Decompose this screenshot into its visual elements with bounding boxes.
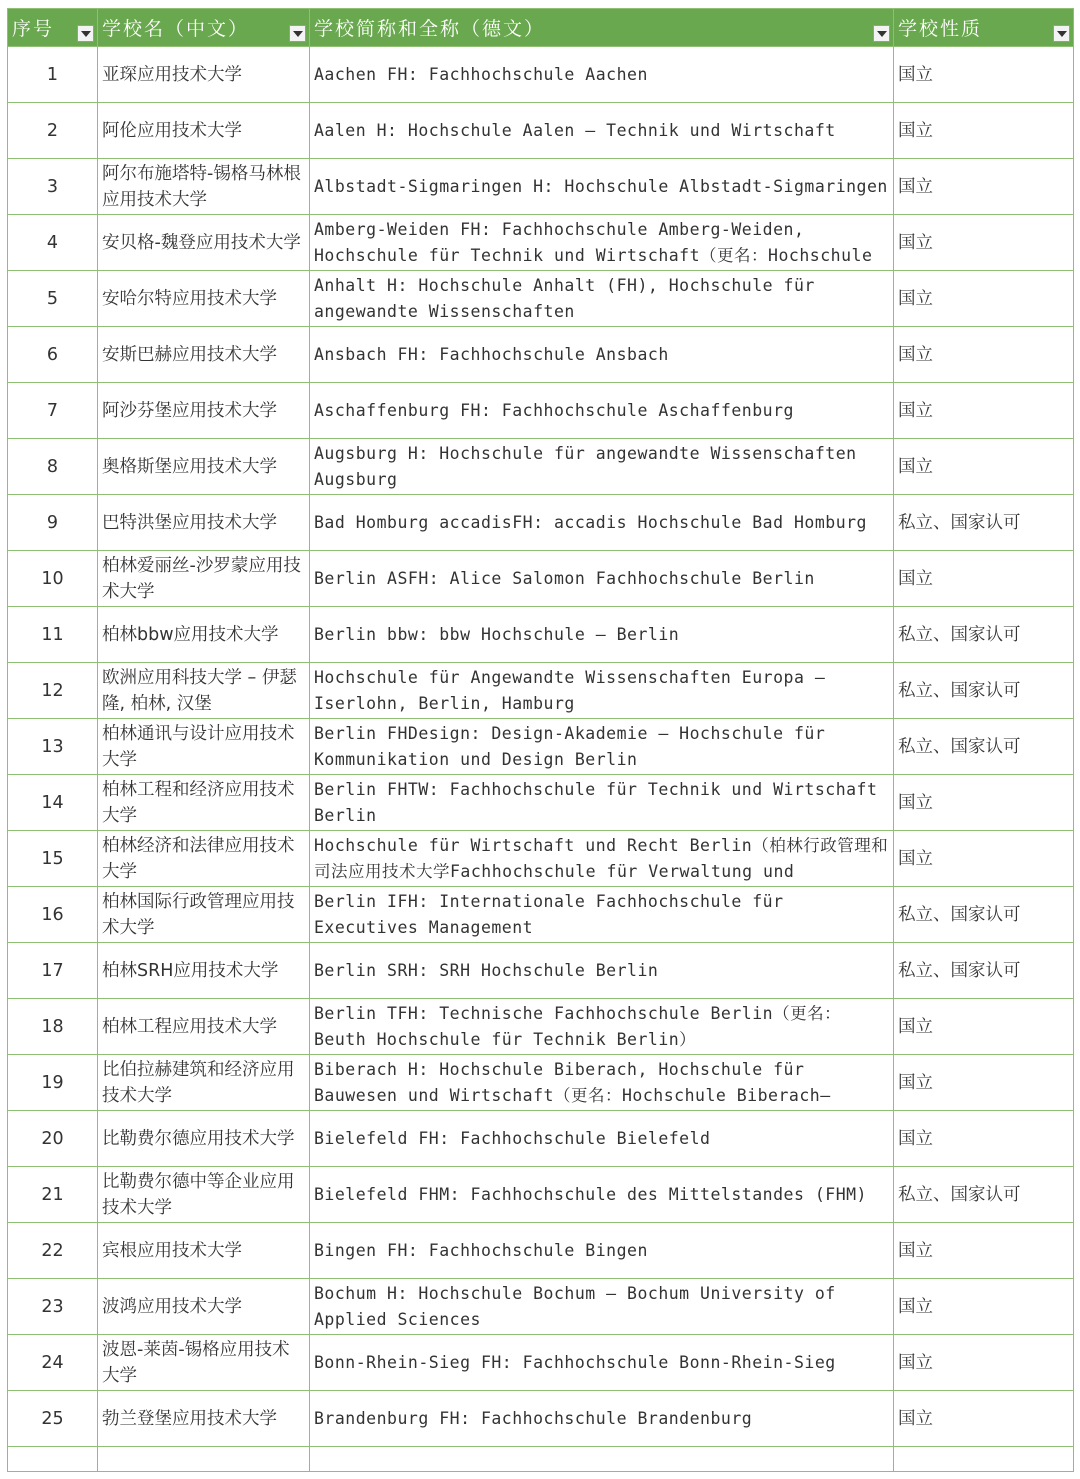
- cell-name-cn[interactable]: [98, 1223, 310, 1279]
- table-row: [8, 271, 1074, 327]
- cell-no[interactable]: [8, 831, 98, 887]
- cell-name-cn-text: 柏林通讯与设计应用技术大学: [102, 723, 295, 770]
- cell-no-text: 11: [41, 624, 64, 645]
- cell-name-cn-text: 宾根应用技术大学: [102, 1240, 242, 1261]
- cell-type-text: 国立: [898, 1408, 933, 1429]
- header-col-name-de-label: 学校简称和全称（德文）: [314, 18, 546, 40]
- cell-name-de[interactable]: [310, 999, 894, 1055]
- cell-type-text: 私立、国家认可: [898, 904, 1021, 925]
- cell-no-text: 7: [46, 400, 59, 421]
- cell-type[interactable]: [894, 1223, 1074, 1279]
- cell-name-cn[interactable]: [98, 999, 310, 1055]
- cell-name-de[interactable]: [310, 271, 894, 327]
- cell-name-de-text: Berlin FHTW: Fachhochschule für Technik und Wirtschaft Berlin: [314, 779, 878, 825]
- cell-no[interactable]: [8, 663, 98, 719]
- cell-no[interactable]: [8, 271, 98, 327]
- cell-no[interactable]: [8, 1055, 98, 1111]
- empty-cell[interactable]: [8, 1447, 98, 1472]
- cell-no[interactable]: [8, 551, 98, 607]
- empty-cell[interactable]: [894, 1447, 1074, 1472]
- table-row: [8, 1167, 1074, 1223]
- cell-name-cn-text: 安斯巴赫应用技术大学: [102, 344, 277, 365]
- cell-type-text: 私立、国家认可: [898, 960, 1021, 981]
- cell-no[interactable]: [8, 47, 98, 103]
- cell-name-cn[interactable]: [98, 1055, 310, 1111]
- cell-name-de-text: Aalen H: Hochschule Aalen – Technik und Wirtschaft: [314, 120, 836, 140]
- cell-name-cn-text: 阿沙芬堡应用技术大学: [102, 400, 277, 421]
- cell-type[interactable]: [894, 383, 1074, 439]
- table-row: [8, 1111, 1074, 1167]
- cell-name-cn[interactable]: [98, 1111, 310, 1167]
- cell-name-de[interactable]: [310, 551, 894, 607]
- cell-type-text: 私立、国家认可: [898, 512, 1021, 533]
- cell-name-de-text: Berlin ASFH: Alice Salomon Fachhochschule Berlin: [314, 568, 815, 588]
- cell-name-cn-text: 柏林爱丽丝-沙罗蒙应用技术大学: [102, 555, 301, 602]
- cell-type[interactable]: [894, 439, 1074, 495]
- cell-name-de-text: Berlin SRH: SRH Hochschule Berlin: [314, 960, 659, 980]
- table-body: [8, 47, 1074, 1472]
- table-row: [8, 1391, 1074, 1447]
- cell-name-de[interactable]: [310, 1391, 894, 1447]
- table-row: [8, 719, 1074, 775]
- cell-name-cn[interactable]: [98, 271, 310, 327]
- cell-no-text: 18: [41, 1016, 64, 1037]
- cell-no-text: 24: [41, 1352, 64, 1373]
- cell-name-de[interactable]: [310, 159, 894, 215]
- cell-no[interactable]: [8, 1279, 98, 1335]
- cell-name-de[interactable]: [310, 1111, 894, 1167]
- cell-name-cn[interactable]: [98, 551, 310, 607]
- cell-name-cn-text: 比伯拉赫建筑和经济应用技术大学: [102, 1059, 295, 1106]
- header-col-name-cn: [98, 9, 310, 47]
- filter-dropdown-icon[interactable]: [77, 25, 94, 42]
- cell-name-de-text: Berlin TFH: Technische Fachhochschule Berlin（更名：Beuth Hochschule für Technik Berlin）: [314, 1003, 842, 1049]
- cell-name-cn-text: 勃兰登堡应用技术大学: [102, 1408, 277, 1429]
- cell-name-de-text: Ansbach FH: Fachhochschule Ansbach: [314, 344, 669, 364]
- cell-name-de[interactable]: [310, 775, 894, 831]
- cell-name-de[interactable]: [310, 1223, 894, 1279]
- table-row: [8, 327, 1074, 383]
- cell-type[interactable]: [894, 1391, 1074, 1447]
- cell-no[interactable]: [8, 1391, 98, 1447]
- table-row: [8, 1223, 1074, 1279]
- cell-type[interactable]: [894, 943, 1074, 999]
- cell-type[interactable]: [894, 495, 1074, 551]
- cell-name-de-text: Hochschule für Angewandte Wissenschaften Europa – Iserlohn, Berlin, Hamburg: [314, 667, 826, 713]
- header-col-name-cn-label: 学校名（中文）: [102, 18, 250, 40]
- table-row: [8, 775, 1074, 831]
- header-col-no: [8, 9, 98, 47]
- cell-name-cn[interactable]: [98, 495, 310, 551]
- cell-no-text: 1: [46, 64, 59, 85]
- cell-type[interactable]: [894, 831, 1074, 887]
- cell-name-cn-text: 奥格斯堡应用技术大学: [102, 456, 277, 477]
- schools-table: [7, 8, 1074, 1472]
- cell-name-cn[interactable]: [98, 887, 310, 943]
- cell-name-de-text: Berlin FHDesign: Design-Akademie – Hochschule für Kommunikation und Design Berlin: [314, 723, 826, 769]
- cell-type[interactable]: [894, 103, 1074, 159]
- cell-no-text: 14: [41, 792, 64, 813]
- cell-no-text: 12: [41, 680, 64, 701]
- cell-no[interactable]: [8, 943, 98, 999]
- cell-type-text: 私立、国家认可: [898, 680, 1021, 701]
- cell-no-text: 4: [46, 232, 59, 253]
- cell-name-de[interactable]: [310, 887, 894, 943]
- cell-no[interactable]: [8, 495, 98, 551]
- cell-no[interactable]: [8, 1167, 98, 1223]
- cell-name-cn[interactable]: [98, 1335, 310, 1391]
- cell-name-cn-text: 欧洲应用科技大学 – 伊瑟隆, 柏林, 汉堡: [102, 667, 297, 714]
- header-col-no-label: 序号: [12, 18, 55, 40]
- cell-type-text: 国立: [898, 64, 933, 85]
- cell-type-text: 国立: [898, 456, 933, 477]
- cell-type[interactable]: [894, 999, 1074, 1055]
- cell-name-cn[interactable]: [98, 607, 310, 663]
- cell-type-text: 国立: [898, 1128, 933, 1149]
- cell-no-text: 17: [41, 960, 64, 981]
- filter-dropdown-icon[interactable]: [873, 25, 890, 42]
- cell-name-de-text: Amberg-Weiden FH: Fachhochschule Amberg-Weiden, Hochschule für Technik und Wirtschaft（更名：Hochschule: [314, 219, 873, 265]
- cell-name-de-text: Biberach H: Hochschule Biberach, Hochschule für Bauwesen und Wirtschaft（更名：Hochschule Biberach–: [314, 1059, 831, 1105]
- cell-type[interactable]: [894, 215, 1074, 271]
- cell-name-de[interactable]: [310, 831, 894, 887]
- cell-no-text: 25: [41, 1408, 64, 1429]
- header-row: [8, 9, 1074, 47]
- cell-no-text: 19: [41, 1072, 64, 1093]
- cell-type-text: 私立、国家认可: [898, 736, 1021, 757]
- empty-cell[interactable]: [98, 1447, 310, 1472]
- cell-name-cn-text: 巴特洪堡应用技术大学: [102, 512, 277, 533]
- cell-no[interactable]: [8, 775, 98, 831]
- cell-name-de[interactable]: [310, 1335, 894, 1391]
- cell-no-text: 20: [41, 1128, 64, 1149]
- cell-no[interactable]: [8, 999, 98, 1055]
- cell-no[interactable]: [8, 159, 98, 215]
- header-col-name-de: [310, 9, 894, 47]
- cell-name-de[interactable]: [310, 47, 894, 103]
- cell-name-de[interactable]: [310, 383, 894, 439]
- cell-name-cn-text: 波恩-莱茵-锡格应用技术大学: [102, 1339, 290, 1386]
- cell-type[interactable]: [894, 159, 1074, 215]
- cell-type[interactable]: [894, 1055, 1074, 1111]
- cell-name-cn-text: 阿伦应用技术大学: [102, 120, 242, 141]
- cell-type-text: 国立: [898, 848, 933, 869]
- cell-no-text: 2: [46, 120, 59, 141]
- cell-name-cn-text: 比勒费尔德中等企业应用技术大学: [102, 1171, 295, 1218]
- cell-no-text: 23: [41, 1296, 64, 1317]
- cell-no[interactable]: [8, 1335, 98, 1391]
- cell-name-cn-text: 安贝格-魏登应用技术大学: [102, 232, 301, 253]
- table-row: [8, 103, 1074, 159]
- empty-cell[interactable]: [310, 1447, 894, 1472]
- cell-name-cn[interactable]: [98, 1391, 310, 1447]
- cell-name-cn-text: 亚琛应用技术大学: [102, 64, 242, 85]
- cell-type[interactable]: [894, 1111, 1074, 1167]
- cell-no-text: 10: [41, 568, 64, 589]
- cell-name-de[interactable]: [310, 327, 894, 383]
- cell-type-text: 私立、国家认可: [898, 624, 1021, 645]
- cell-type-text: 国立: [898, 792, 933, 813]
- cell-name-de-text: Berlin IFH: Internationale Fachhochschule für Executives Management: [314, 891, 784, 937]
- table-row: [8, 887, 1074, 943]
- cell-type[interactable]: [894, 551, 1074, 607]
- table-row: [8, 1279, 1074, 1335]
- cell-name-cn-text: 比勒费尔德应用技术大学: [102, 1128, 295, 1149]
- cell-name-de[interactable]: [310, 719, 894, 775]
- cell-name-de-text: Bochum H: Hochschule Bochum – Bochum University of Applied Sciences: [314, 1283, 836, 1329]
- cell-name-cn[interactable]: [98, 775, 310, 831]
- cell-type[interactable]: [894, 271, 1074, 327]
- cell-no[interactable]: [8, 439, 98, 495]
- cell-name-de[interactable]: [310, 1167, 894, 1223]
- cell-no-text: 9: [46, 512, 59, 533]
- header-col-type-label: 学校性质: [898, 18, 983, 40]
- cell-type-text: 国立: [898, 288, 933, 309]
- cell-name-de[interactable]: [310, 495, 894, 551]
- cell-type[interactable]: [894, 775, 1074, 831]
- cell-name-cn[interactable]: [98, 439, 310, 495]
- table-row: [8, 383, 1074, 439]
- table-row-empty: [8, 1447, 1074, 1472]
- cell-type[interactable]: [894, 887, 1074, 943]
- cell-no[interactable]: [8, 719, 98, 775]
- cell-name-de-text: Brandenburg FH: Fachhochschule Brandenburg: [314, 1408, 753, 1428]
- cell-name-cn-text: 柏林工程和经济应用技术大学: [102, 779, 295, 826]
- cell-name-de[interactable]: [310, 439, 894, 495]
- cell-no-text: 16: [41, 904, 64, 925]
- cell-name-cn-text: 柏林国际行政管理应用技术大学: [102, 891, 295, 938]
- cell-type[interactable]: [894, 607, 1074, 663]
- cell-type[interactable]: [894, 1279, 1074, 1335]
- table-row: [8, 999, 1074, 1055]
- cell-name-cn-text: 阿尔布施塔特-锡格马林根应用技术大学: [102, 163, 301, 210]
- cell-name-cn-text: 柏林bbw应用技术大学: [102, 624, 279, 645]
- cell-no[interactable]: [8, 383, 98, 439]
- cell-name-de[interactable]: [310, 607, 894, 663]
- cell-name-de-text: Bielefeld FH: Fachhochschule Bielefeld: [314, 1128, 711, 1148]
- table-row: [8, 439, 1074, 495]
- cell-name-de-text: Bielefeld FHM: Fachhochschule des Mittelstandes (FHM): [314, 1184, 867, 1204]
- cell-no[interactable]: [8, 1111, 98, 1167]
- cell-type-text: 国立: [898, 232, 933, 253]
- cell-type-text: 国立: [898, 400, 933, 421]
- cell-no-text: 21: [41, 1184, 64, 1205]
- cell-no-text: 6: [46, 344, 59, 365]
- cell-name-cn[interactable]: [98, 47, 310, 103]
- table-row: [8, 1055, 1074, 1111]
- cell-name-de-text: Albstadt-Sigmaringen H: Hochschule Albstadt-Sigmaringen: [314, 176, 888, 196]
- cell-type-text: 国立: [898, 1352, 933, 1373]
- cell-name-de-text: Bingen FH: Fachhochschule Bingen: [314, 1240, 648, 1260]
- cell-type[interactable]: [894, 47, 1074, 103]
- cell-name-de[interactable]: [310, 215, 894, 271]
- cell-type[interactable]: [894, 327, 1074, 383]
- cell-name-cn[interactable]: [98, 215, 310, 271]
- cell-name-cn-text: 波鸿应用技术大学: [102, 1296, 242, 1317]
- cell-name-de-text: Anhalt H: Hochschule Anhalt (FH), Hochschule für angewandte Wissenschaften: [314, 275, 815, 321]
- table-row: [8, 495, 1074, 551]
- cell-name-cn[interactable]: [98, 383, 310, 439]
- cell-no-text: 5: [46, 288, 59, 309]
- cell-no[interactable]: [8, 215, 98, 271]
- cell-name-cn[interactable]: [98, 663, 310, 719]
- cell-no[interactable]: [8, 327, 98, 383]
- cell-type-text: 国立: [898, 176, 933, 197]
- cell-name-cn[interactable]: [98, 327, 310, 383]
- cell-name-de[interactable]: [310, 1055, 894, 1111]
- cell-name-cn[interactable]: [98, 1167, 310, 1223]
- cell-name-cn[interactable]: [98, 1279, 310, 1335]
- table-row: [8, 943, 1074, 999]
- cell-no[interactable]: [8, 607, 98, 663]
- cell-name-cn[interactable]: [98, 831, 310, 887]
- table-row: [8, 663, 1074, 719]
- table-row: [8, 551, 1074, 607]
- cell-name-de-text: Aachen FH: Fachhochschule Aachen: [314, 64, 648, 84]
- cell-no-text: 3: [46, 176, 59, 197]
- cell-type-text: 私立、国家认可: [898, 1184, 1021, 1205]
- cell-type-text: 国立: [898, 1072, 933, 1093]
- filter-dropdown-icon[interactable]: [1053, 25, 1070, 42]
- cell-name-de[interactable]: [310, 103, 894, 159]
- cell-type[interactable]: [894, 663, 1074, 719]
- cell-type[interactable]: [894, 719, 1074, 775]
- cell-no[interactable]: [8, 103, 98, 159]
- cell-name-de-text: Hochschule für Wirtschaft und Recht Berlin（柏林行政管理和司法应用技术大学Fachhochschule für Verwaltung und: [314, 835, 889, 881]
- cell-name-de-text: Berlin bbw: bbw Hochschule – Berlin: [314, 624, 680, 644]
- header-col-type: [894, 9, 1074, 47]
- cell-name-cn[interactable]: [98, 103, 310, 159]
- cell-no-text: 22: [41, 1240, 64, 1261]
- cell-name-cn-text: 柏林工程应用技术大学: [102, 1016, 277, 1037]
- cell-name-cn[interactable]: [98, 159, 310, 215]
- table-row: [8, 831, 1074, 887]
- cell-name-de-text: Aschaffenburg FH: Fachhochschule Aschaffenburg: [314, 400, 794, 420]
- cell-no-text: 15: [41, 848, 64, 869]
- cell-no[interactable]: [8, 887, 98, 943]
- table-row: [8, 1335, 1074, 1391]
- cell-name-de-text: Augsburg H: Hochschule für angewandte Wissenschaften Augsburg: [314, 443, 857, 489]
- cell-name-cn-text: 柏林SRH应用技术大学: [102, 960, 279, 981]
- cell-name-de[interactable]: [310, 943, 894, 999]
- cell-type-text: 国立: [898, 120, 933, 141]
- cell-type-text: 国立: [898, 344, 933, 365]
- table-row: [8, 47, 1074, 103]
- cell-name-cn[interactable]: [98, 943, 310, 999]
- cell-name-cn-text: 柏林经济和法律应用技术大学: [102, 835, 295, 882]
- cell-no[interactable]: [8, 1223, 98, 1279]
- cell-type[interactable]: [894, 1167, 1074, 1223]
- cell-name-de-text: Bad Homburg accadisFH: accadis Hochschule Bad Homburg: [314, 512, 867, 532]
- cell-type-text: 国立: [898, 1240, 933, 1261]
- cell-no-text: 8: [46, 456, 59, 477]
- cell-name-de[interactable]: [310, 663, 894, 719]
- cell-name-de[interactable]: [310, 1279, 894, 1335]
- cell-type-text: 国立: [898, 1016, 933, 1037]
- table-row: [8, 215, 1074, 271]
- cell-type-text: 国立: [898, 1296, 933, 1317]
- filter-dropdown-icon[interactable]: [289, 25, 306, 42]
- cell-type-text: 国立: [898, 568, 933, 589]
- cell-name-cn-text: 安哈尔特应用技术大学: [102, 288, 277, 309]
- table-row: [8, 607, 1074, 663]
- cell-type[interactable]: [894, 1335, 1074, 1391]
- cell-name-de-text: Bonn-Rhein-Sieg FH: Fachhochschule Bonn-Rhein-Sieg: [314, 1352, 836, 1372]
- cell-no-text: 13: [41, 736, 64, 757]
- cell-name-cn[interactable]: [98, 719, 310, 775]
- table-row: [8, 159, 1074, 215]
